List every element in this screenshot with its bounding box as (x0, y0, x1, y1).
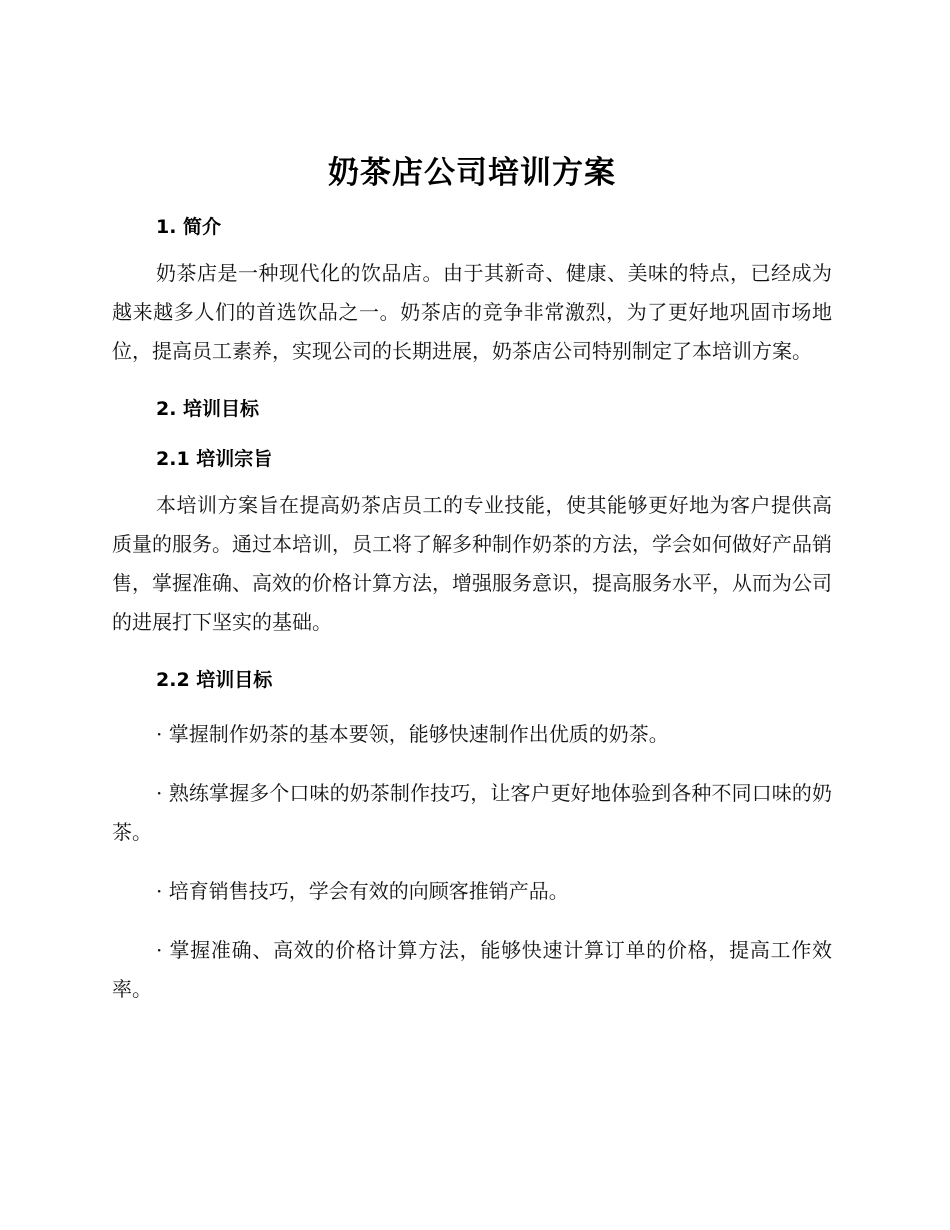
list-item: · 掌握制作奶茶的基本要领，能够快速制作出优质的奶茶。 (156, 722, 669, 746)
purpose-paragraph: 本培训方案旨在提高奶茶店员工的专业技能，使其能够更好地为客户提供高质量的服务。通过本培训，员工将了解多种制作奶茶的方法，学会如何做好产品销售，掌握准确、高效的价格计算方法，增强服务意识，提高服务水平，从而为公司的进展打下坚实的基础。 (112, 493, 832, 634)
list-item: · 熟练掌握多个口味的奶茶制作技巧，让客户更好地体验到各种不同口味的奶茶。 (112, 781, 832, 844)
section-intro (112, 212, 832, 371)
section-heading-intro: 1. 简介 (156, 216, 222, 238)
section-objectives (112, 665, 832, 1009)
document-body (112, 148, 832, 1009)
list-item: · 培育销售技巧，学会有效的向顾客推销产品。 (156, 879, 569, 903)
section-heading-objectives: 2.2 培训目标 (156, 669, 273, 691)
section-heading-goals: 2. 培训目标 (156, 398, 260, 420)
section-purpose (112, 444, 832, 642)
intro-paragraph: 奶茶店是一种现代化的饮品店。由于其新奇、健康、美味的特点，已经成为越来越多人们的首选饮品之一。奶茶店的竞争非常激烈，为了更好地巩固市场地位，提高员工素养，实现公司的长期进展，奶茶店公司特别制定了本培训方案。 (112, 261, 832, 363)
document-title: 奶茶店公司培训方案 (328, 155, 616, 191)
list-item: · 掌握准确、高效的价格计算方法，能够快速计算订单的价格，提高工作效率。 (112, 938, 832, 1001)
section-goals (112, 394, 832, 424)
section-heading-purpose: 2.1 培训宗旨 (156, 448, 273, 470)
